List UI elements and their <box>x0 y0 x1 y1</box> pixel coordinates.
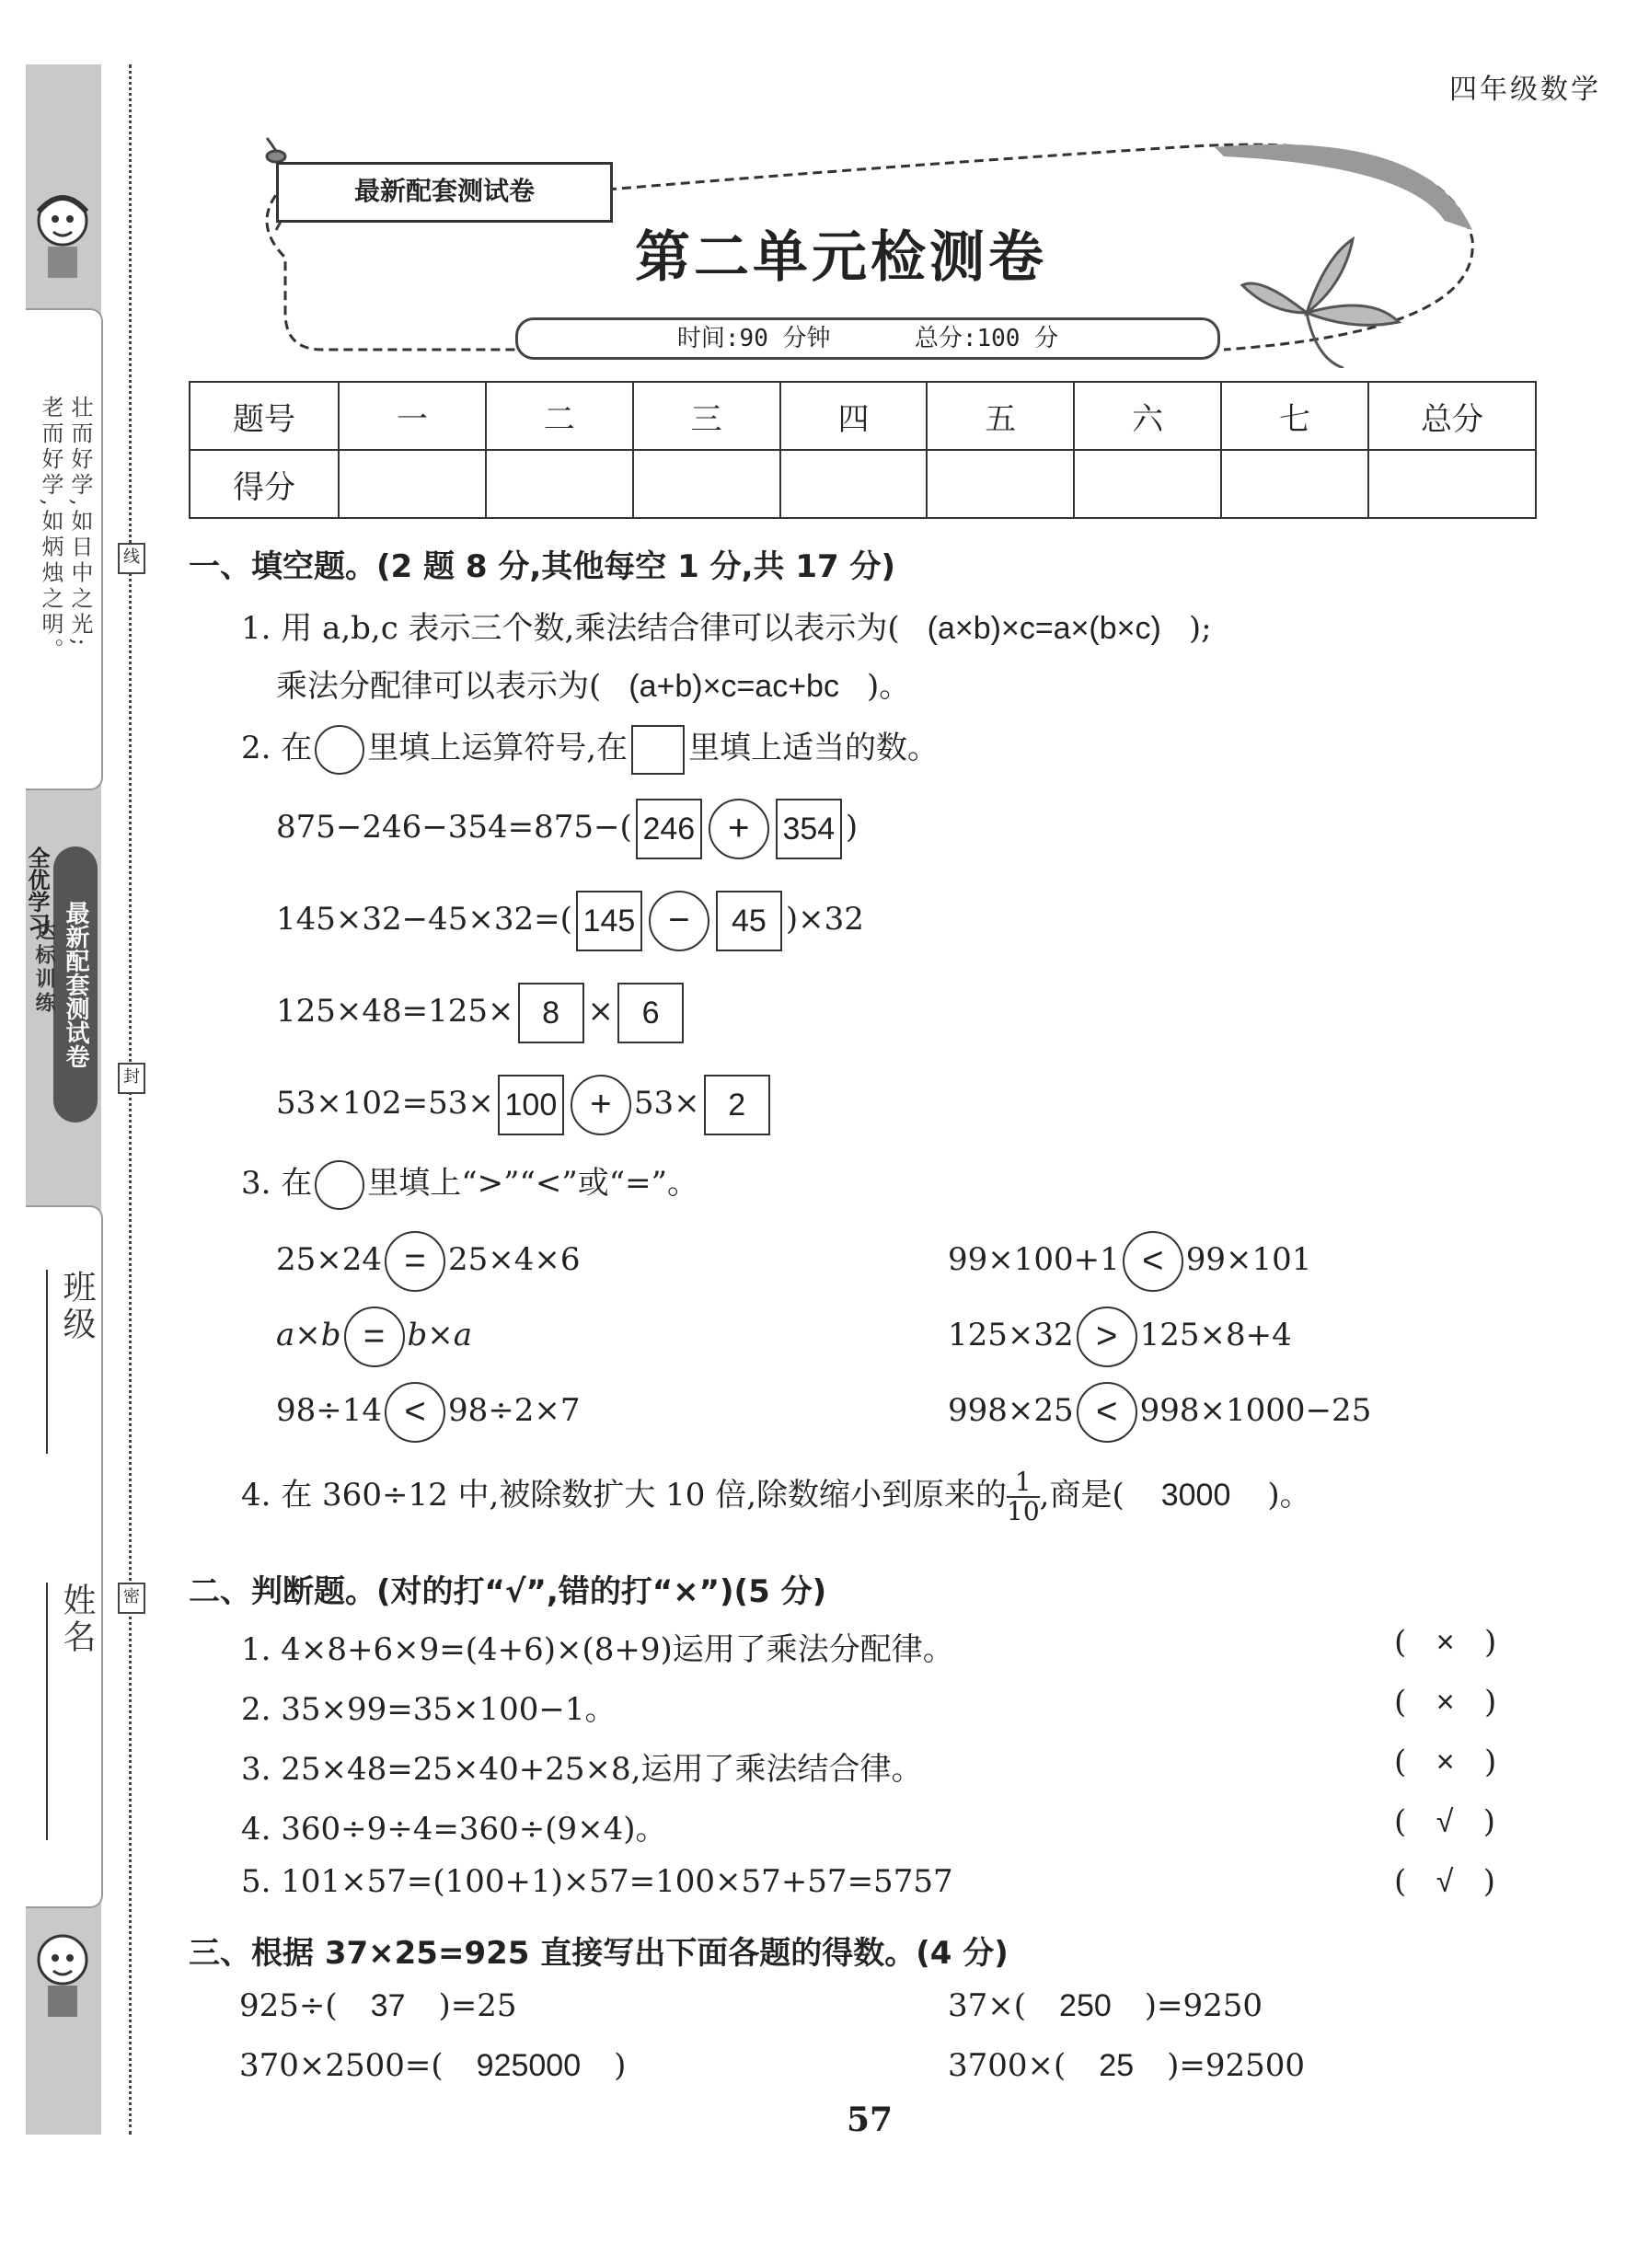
answer-circle[interactable]: − <box>649 891 709 951</box>
answer-circle[interactable]: < <box>1123 1231 1183 1292</box>
test-badge: 最新配套测试卷 <box>276 162 613 223</box>
score-info: 总分:100 分 <box>914 325 1059 352</box>
table-cell: 六 <box>1074 382 1221 450</box>
q2-text-1: 2. 在 <box>241 730 313 766</box>
cut-line <box>129 64 132 2135</box>
score-cell[interactable] <box>1074 450 1221 518</box>
time-score-bar <box>515 317 1220 360</box>
answer-circle[interactable]: = <box>385 1231 445 1292</box>
q3-text-2: 里填上“>”“<”或“=”。 <box>367 1165 699 1202</box>
q2-row-4 <box>276 1075 774 1135</box>
q3-instruction <box>241 1157 698 1210</box>
judge-mark: × <box>1436 1685 1455 1720</box>
section1-heading: 一、填空题。(2 题 8 分,其他每空 1 分,共 17 分) <box>189 548 896 585</box>
q2-instruction <box>241 722 939 775</box>
brand-logo <box>53 846 98 1122</box>
judge-item-3: 3. 25×48=25×40+25×8,运用了乘法结合律。 <box>241 1751 923 1788</box>
q4-answer[interactable]: 3000 <box>1160 1478 1231 1513</box>
answer-circle[interactable]: < <box>1077 1382 1137 1443</box>
page-number: 57 <box>847 2101 894 2139</box>
calc-pre: 3700×( <box>948 2047 1067 2084</box>
answer-box[interactable]: 2 <box>704 1075 770 1135</box>
answer-circle[interactable]: + <box>571 1075 631 1135</box>
q4-line <box>241 1468 1311 1525</box>
section3-heading: 三、根据 37×25=925 直接写出下面各题的得数。(4 分) <box>189 1935 1009 1972</box>
calc-pre: 37×( <box>948 1987 1027 2024</box>
score-table-header-row <box>190 382 1536 450</box>
q1-answer2[interactable]: (a+b)×c=ac+bc <box>628 669 839 704</box>
answer-box[interactable]: 246 <box>636 799 702 859</box>
q3-expr: 25×4×6 <box>448 1241 581 1278</box>
answer-box[interactable]: 100 <box>498 1075 564 1135</box>
answer-box[interactable]: 45 <box>716 891 782 951</box>
calc-answer[interactable]: 37 <box>370 1988 406 2023</box>
judge-answer-2[interactable]: ( × ) <box>1394 1684 1497 1721</box>
answer-circle[interactable]: = <box>344 1307 405 1367</box>
judge-mark: × <box>1436 1744 1455 1779</box>
judge-item-5: 5. 101×57=(100+1)×57=100×57+57=5757 <box>241 1863 953 1900</box>
calc-post: ) <box>614 2047 627 2084</box>
calc-post: )=9250 <box>1144 1987 1263 2024</box>
circle-symbol-icon <box>315 1160 364 1210</box>
seal-secret-mark: 密 <box>118 1583 145 1614</box>
q3-expr: 25×24 <box>276 1241 383 1278</box>
judge-answer-5[interactable]: ( √ ) <box>1394 1863 1496 1900</box>
q2-row-3 <box>276 983 687 1043</box>
score-table <box>189 381 1537 519</box>
table-cell: 总分 <box>1368 382 1536 450</box>
calc-answer[interactable]: 250 <box>1059 1988 1112 2023</box>
cartoon-girl-icon <box>28 184 98 285</box>
brand-train-text: 达标训练 <box>32 920 55 1016</box>
q3-expr: 98÷14 <box>276 1392 383 1429</box>
answer-circle[interactable]: < <box>385 1382 445 1443</box>
q3-expr: 125×8+4 <box>1139 1317 1292 1353</box>
q3-expr: b×a <box>407 1317 473 1353</box>
calc-post: )=25 <box>438 1987 517 2024</box>
table-cell: 二 <box>486 382 633 450</box>
grade-label: 四年级数学 <box>1449 74 1601 106</box>
judge-item-1: 1. 4×8+6×9=(4+6)×(8+9)运用了乘法分配律。 <box>241 1631 954 1668</box>
q4-text: 4. 在 360÷12 中,被除数扩大 10 倍,除数缩小到原来的 <box>241 1477 1008 1514</box>
q2-row1-post: ) <box>845 809 859 846</box>
score-cell[interactable] <box>339 450 486 518</box>
table-cell: 五 <box>927 382 1074 450</box>
judge-answer-1[interactable]: ( × ) <box>1394 1624 1497 1661</box>
fraction <box>1007 1468 1040 1525</box>
answer-circle[interactable]: + <box>709 799 769 859</box>
score-cell[interactable] <box>486 450 633 518</box>
q3-expr: 998×25 <box>948 1392 1074 1429</box>
calc-pre: 925÷( <box>239 1987 338 2024</box>
q3-expr: a×b <box>276 1317 341 1353</box>
judge-mark: × <box>1436 1625 1455 1660</box>
score-table-score-row <box>190 450 1536 518</box>
cartoon-boy-icon <box>28 1923 98 2024</box>
q3-expr: 125×32 <box>948 1317 1074 1353</box>
name-field[interactable] <box>46 1583 100 1840</box>
answer-box[interactable]: 354 <box>776 799 842 859</box>
calc-post: )=92500 <box>1167 2047 1306 2084</box>
judge-item-2: 2. 35×99=35×100−1。 <box>241 1691 617 1728</box>
q4-text-end: )。 <box>1267 1477 1311 1514</box>
q3-right-2 <box>948 1307 1292 1367</box>
q3-left-2 <box>276 1307 472 1367</box>
section2-heading: 二、判断题。(对的打“√”,错的打“×”)(5 分) <box>189 1573 827 1610</box>
fraction-denominator: 10 <box>1007 1496 1040 1526</box>
calc-item-1 <box>239 1987 517 2024</box>
calc-pre: 370×2500=( <box>239 2047 444 2084</box>
q1-line1-text: 1. 用 a,b,c 表示三个数,乘法结合律可以表示为( <box>241 610 900 647</box>
q2-row-1 <box>276 799 858 859</box>
table-cell: 一 <box>339 382 486 450</box>
q1-answer1[interactable]: (a×b)×c=a×(b×c) <box>927 611 1161 646</box>
brand-sub-text: 最新配套测试卷 <box>62 901 89 1068</box>
score-cell[interactable] <box>1368 450 1536 518</box>
q1-line1 <box>241 603 1212 648</box>
q3-right-3 <box>948 1382 1371 1443</box>
judge-mark: √ <box>1436 1864 1454 1899</box>
answer-box[interactable]: 6 <box>617 983 684 1043</box>
table-cell: 七 <box>1221 382 1368 450</box>
q3-left-3 <box>276 1382 581 1443</box>
table-cell: 四 <box>780 382 928 450</box>
q3-left-1 <box>276 1231 581 1292</box>
calc-item-4 <box>948 2047 1305 2084</box>
q2-row1-pre: 875−246−354=875−( <box>276 809 632 846</box>
q3-expr: 998×1000−25 <box>1139 1392 1372 1429</box>
q3-text-1: 3. 在 <box>241 1165 313 1202</box>
q4-text-mid: ,商是( <box>1039 1477 1124 1514</box>
q2-row3-pre: 125×48=125× <box>276 993 514 1030</box>
judge-answer-4[interactable]: ( √ ) <box>1394 1803 1496 1840</box>
q3-expr: 98÷2×7 <box>448 1392 581 1429</box>
q3-right-1 <box>948 1231 1311 1292</box>
q2-row2-pre: 145×32−45×32=( <box>276 901 572 938</box>
calc-item-2 <box>948 1987 1263 2024</box>
q1-line1-end: ); <box>1188 610 1212 647</box>
score-cell[interactable] <box>927 450 1074 518</box>
fraction-numerator: 1 <box>1007 1468 1040 1498</box>
table-cell: 题号 <box>190 382 339 450</box>
table-cell: 三 <box>633 382 780 450</box>
answer-box[interactable]: 145 <box>576 891 642 951</box>
q2-row4-pre: 53×102=53× <box>276 1085 494 1122</box>
q2-row2-post: )×32 <box>785 901 864 938</box>
time-info: 时间:90 分钟 <box>676 325 831 352</box>
page-title: 第二单元检测卷 <box>635 225 1047 290</box>
box-symbol-icon <box>631 725 685 775</box>
brand-outline-text: 全优学习 <box>24 846 50 935</box>
calc-item-3 <box>239 2047 626 2084</box>
q3-expr: 99×101 <box>1185 1241 1312 1278</box>
q3-expr: 99×100+1 <box>948 1241 1120 1278</box>
answer-circle[interactable]: > <box>1077 1307 1137 1367</box>
q2-row4-mid: 53× <box>633 1085 700 1122</box>
seal-line-mark: 线 <box>118 543 145 574</box>
circle-symbol-icon <box>315 725 364 775</box>
class-field[interactable] <box>46 1270 100 1454</box>
score-cell[interactable] <box>780 450 928 518</box>
answer-box[interactable]: 8 <box>518 983 584 1043</box>
class-label: 班级 <box>58 1270 96 1343</box>
score-cell[interactable] <box>1221 450 1368 518</box>
judge-answer-3[interactable]: ( × ) <box>1394 1744 1497 1780</box>
table-cell: 得分 <box>190 450 339 518</box>
name-label: 姓名 <box>58 1583 96 1656</box>
flower-icon <box>1242 239 1399 368</box>
seal-seal-mark: 封 <box>118 1063 145 1094</box>
calc-answer[interactable]: 925000 <box>476 2048 582 2083</box>
q2-row-2 <box>276 891 864 951</box>
score-cell[interactable] <box>633 450 780 518</box>
motto-line-1: 壮而好学,如日中之光; <box>67 396 93 650</box>
q2-text-3: 里填上适当的数。 <box>688 730 940 766</box>
q1-line2 <box>276 661 910 706</box>
judge-mark: √ <box>1436 1804 1454 1839</box>
motto-line-2: 老而好学,如炳烛之明。 <box>38 396 63 664</box>
q2-text-2: 里填上运算符号,在 <box>367 730 628 766</box>
q2-row3-mid: × <box>587 993 615 1030</box>
q1-line2-end: )。 <box>866 668 911 705</box>
q1-line2-text: 乘法分配律可以表示为( <box>276 668 602 705</box>
judge-item-4: 4. 360÷9÷4=360÷(9×4)。 <box>241 1811 667 1848</box>
calc-answer[interactable]: 25 <box>1099 2048 1135 2083</box>
